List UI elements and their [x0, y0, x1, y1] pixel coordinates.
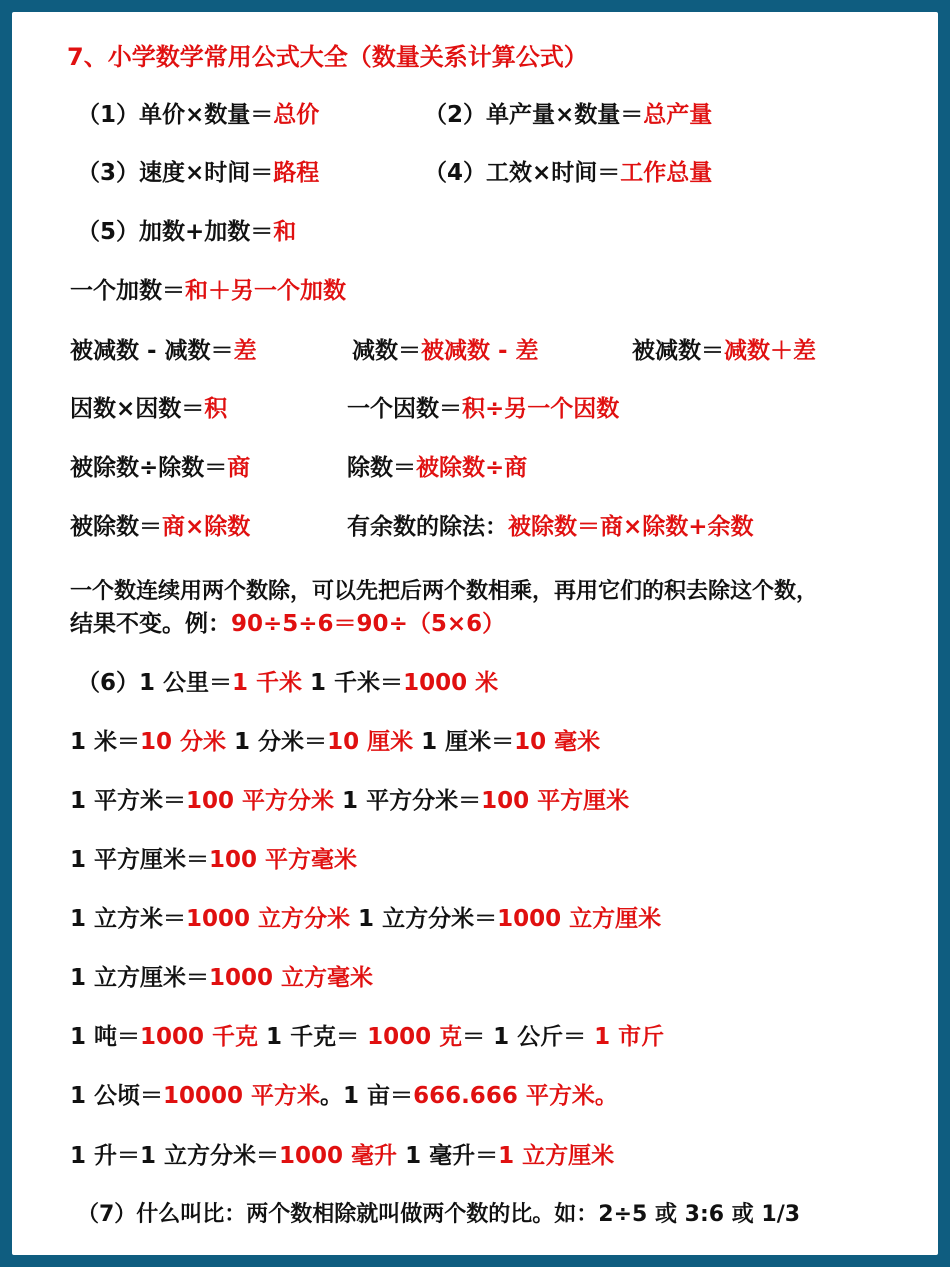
unit-volume-m3 [70, 904, 661, 934]
unit-label: 1 米＝ [70, 729, 141, 755]
unit-label: 1 毫升＝ [397, 1143, 499, 1169]
formula-divisor [347, 453, 527, 483]
formula-label: 一个加数＝ [70, 278, 185, 304]
unit-value: 100 平方厘米 [481, 788, 630, 814]
formula-label: （4）工效×时间＝ [424, 160, 621, 186]
formula-label: 减数＝ [352, 338, 421, 364]
formula-total-work [424, 158, 712, 188]
formula-quotient [70, 453, 250, 483]
formula-dividend [70, 512, 250, 542]
formula-result: 和＋另一个加数 [185, 278, 346, 304]
formula-result: 工作总量 [620, 160, 713, 186]
formula-label: 被除数÷除数＝ [70, 455, 228, 481]
unit-area-cm2 [70, 845, 357, 875]
formula-label: 除数＝ [347, 455, 416, 481]
unit-label: 1 立方分米＝ [350, 906, 498, 932]
formula-result: 被减数 - 差 [421, 338, 539, 364]
formula-addend [70, 276, 346, 306]
unit-label: 1 立方米＝ [70, 906, 187, 932]
unit-value: 1000 克 [367, 1024, 463, 1050]
unit-label: 1 厘米＝ [413, 729, 515, 755]
formula-result: 路程 [273, 160, 320, 186]
formula-product [70, 394, 227, 424]
unit-value: 666.666 平方米。 [413, 1083, 618, 1109]
unit-label: 1 分米＝ [226, 729, 328, 755]
rule-label: 结果不变。例： [70, 611, 231, 637]
unit-value: 1000 立方毫米 [209, 965, 374, 991]
formula-label: 有余数的除法： [347, 514, 508, 540]
unit-label: 1 千克＝ [258, 1024, 368, 1050]
unit-value: 10 分米 [140, 729, 227, 755]
formula-label: （5）加数+加数＝ [77, 219, 274, 245]
unit-label: 1 千米＝ [302, 670, 404, 696]
formula-label: 被除数＝ [70, 514, 162, 540]
ratio-definition: （7）什么叫比：两个数相除就叫做两个数的比。如：2÷5 或 3:6 或 1/3 [77, 1202, 801, 1227]
formula-result: 和 [273, 219, 297, 245]
unit-value: 1000 毫升 [279, 1143, 398, 1169]
unit-label: 1 吨＝ [70, 1024, 141, 1050]
formula-result: 商 [227, 455, 251, 481]
formula-label: （1）单价×数量＝ [77, 102, 274, 128]
formula-result: 被除数＝商×除数+余数 [508, 514, 754, 540]
unit-value: 10 厘米 [327, 729, 414, 755]
formula-result: 差 [233, 338, 257, 364]
formula-label: 一个因数＝ [347, 396, 462, 422]
formula-sum [77, 217, 296, 247]
unit-label: 1 平方分米＝ [334, 788, 482, 814]
unit-mass [70, 1022, 664, 1052]
unit-length-m [70, 727, 600, 757]
unit-value: 100 平方毫米 [209, 847, 358, 873]
unit-value: 1000 立方分米 [186, 906, 351, 932]
formula-distance [77, 158, 319, 188]
formula-label: （3）速度×时间＝ [77, 160, 274, 186]
formula-label: 因数×因数＝ [70, 396, 205, 422]
unit-area-m2 [70, 786, 629, 816]
unit-label: ＝ 1 公斤＝ [462, 1024, 595, 1050]
unit-label: 1 立方厘米＝ [70, 965, 210, 991]
formula-result: 减数＋差 [724, 338, 816, 364]
unit-value: 1 市斤 [594, 1024, 665, 1050]
unit-capacity [70, 1141, 614, 1171]
unit-label: 1 平方米＝ [70, 788, 187, 814]
formula-difference [70, 336, 257, 366]
formula-label: 被减数＝ [632, 338, 724, 364]
rule-example-value: 90÷5÷6＝90÷（5×6） [231, 611, 506, 637]
formula-result: 积÷另一个因数 [462, 396, 620, 422]
formula-factor [347, 394, 619, 424]
unit-value: 1000 米 [403, 670, 499, 696]
unit-value: 10 毫米 [514, 729, 601, 755]
page-title: 7、小学数学常用公式大全（数量关系计算公式） [67, 43, 588, 71]
unit-land-area [70, 1081, 618, 1111]
formula-minuend [632, 336, 816, 366]
formula-remainder-division [347, 512, 754, 542]
unit-value: 1 立方厘米 [498, 1143, 615, 1169]
formula-result: 总价 [273, 102, 320, 128]
rule-text: 一个数连续用两个数除，可以先把后两个数相乘，再用它们的积去除这个数， [70, 579, 819, 604]
formula-result: 被除数÷商 [416, 455, 528, 481]
formula-label: （2）单产量×数量＝ [424, 102, 644, 128]
unit-value: 10000 平方米 [163, 1083, 321, 1109]
formula-label: 被减数 - 减数＝ [70, 338, 234, 364]
unit-length-km [77, 668, 498, 698]
unit-value: 100 平方分米 [186, 788, 335, 814]
rule-example [70, 609, 505, 639]
formula-result: 商×除数 [162, 514, 251, 540]
unit-label: 1 公顷＝ [70, 1083, 164, 1109]
formula-total-price [77, 100, 319, 130]
formula-result: 总产量 [643, 102, 713, 128]
unit-value: 1 千米 [232, 670, 303, 696]
formula-subtrahend [352, 336, 539, 366]
formula-total-output [424, 100, 712, 130]
unit-label: （6）1 公里＝ [77, 670, 233, 696]
unit-volume-cm3 [70, 963, 373, 993]
unit-label: 。1 亩＝ [320, 1083, 414, 1109]
unit-value: 1000 立方厘米 [497, 906, 662, 932]
formula-result: 积 [204, 396, 228, 422]
unit-label: 1 升＝1 立方分米＝ [70, 1143, 280, 1169]
unit-label: 1 平方厘米＝ [70, 847, 210, 873]
page-sheet [12, 12, 938, 1255]
unit-value: 1000 千克 [140, 1024, 259, 1050]
